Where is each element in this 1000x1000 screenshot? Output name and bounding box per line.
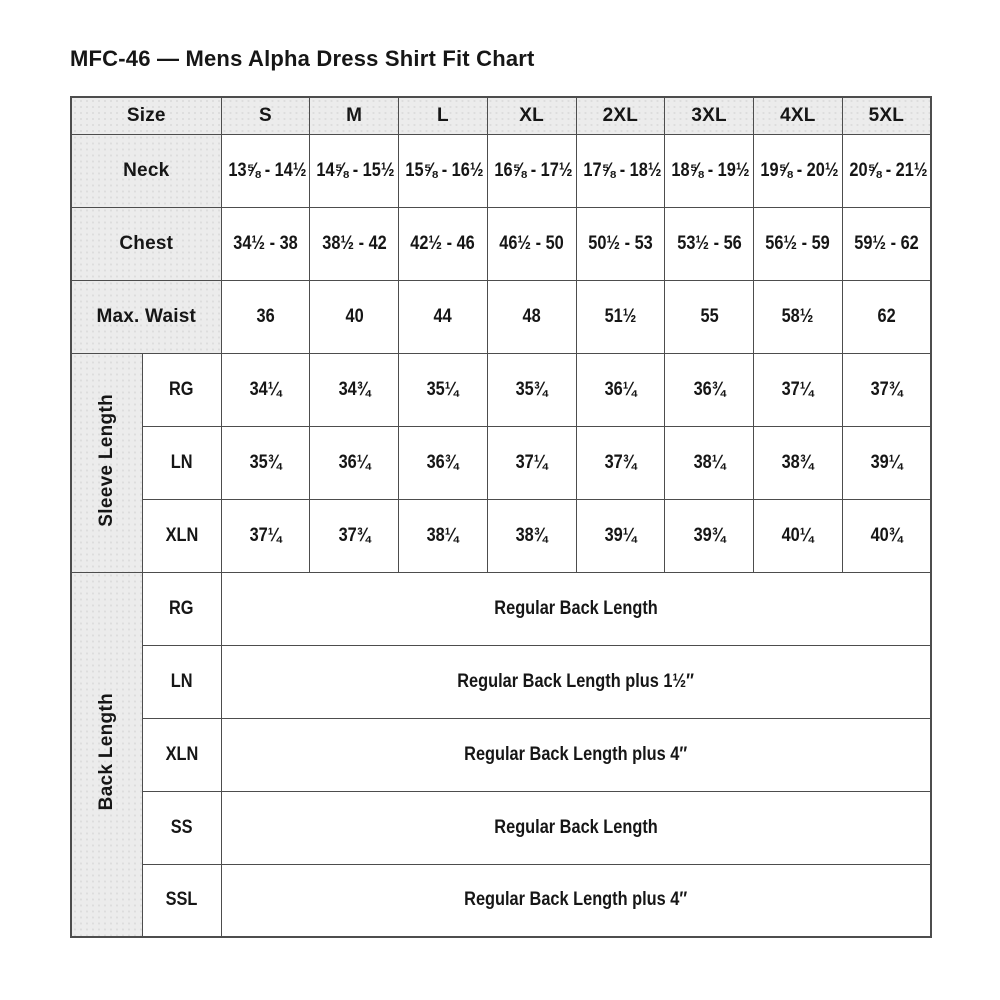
back-xln-text-cell	[221, 718, 931, 791]
sleeve-rg-value: 37¼	[781, 378, 814, 400]
sleeve-rg-value-cell	[842, 353, 931, 426]
waist-value-cell	[754, 280, 843, 353]
neck-value: 19⅝ - 20½	[760, 159, 839, 181]
size-header-xl: XL	[487, 97, 576, 134]
neck-value: 20⅝ - 21½	[849, 159, 928, 181]
waist-value-cell	[487, 280, 576, 353]
sleeve-rg-value: 34¼	[249, 378, 282, 400]
sleeve-rg-code: RG	[169, 378, 194, 400]
back-rg-text: Regular Back Length	[494, 597, 658, 619]
sleeve-xln-row	[71, 499, 931, 572]
max-waist-row-label: Max. Waist	[71, 280, 221, 353]
back-rg-code-cell	[142, 572, 221, 645]
sleeve-ln-value-cell	[487, 426, 576, 499]
sleeve-xln-value-cell	[487, 499, 576, 572]
neck-value-cell	[754, 134, 843, 207]
chest-value: 42½ - 46	[410, 232, 476, 254]
sleeve-ln-value-cell	[665, 426, 754, 499]
sleeve-ln-value: 36¾	[426, 451, 459, 473]
back-ss-code-cell	[142, 791, 221, 864]
waist-value: 55	[700, 305, 719, 327]
size-header-l: L	[399, 97, 488, 134]
chest-value-cell	[576, 207, 665, 280]
waist-value-cell	[842, 280, 931, 353]
chest-value: 53½ - 56	[676, 232, 742, 254]
sleeve-ln-value: 36¼	[338, 451, 371, 473]
sleeve-rg-value-cell	[310, 353, 399, 426]
sleeve-xln-value: 38¾	[515, 524, 548, 546]
sleeve-xln-code-cell	[142, 499, 221, 572]
neck-value: 17⅝ - 18½	[582, 159, 662, 181]
sleeve-rg-value: 35¾	[515, 378, 548, 400]
chest-row-label: Chest	[71, 207, 221, 280]
sleeve-ln-code: LN	[170, 451, 193, 473]
sleeve-length-section-label-cell	[71, 353, 142, 572]
waist-value: 51½	[604, 305, 637, 327]
sleeve-xln-value-cell	[842, 499, 931, 572]
sleeve-xln-value: 37¾	[338, 524, 371, 546]
neck-value: 13⅝ - 14½	[227, 159, 307, 181]
sleeve-ln-value: 37¾	[604, 451, 637, 473]
back-xln-code: XLN	[165, 743, 198, 765]
chest-value-cell	[221, 207, 310, 280]
back-ss-text-cell	[221, 791, 931, 864]
sleeve-ln-value: 38¾	[781, 451, 814, 473]
sleeve-rg-value: 35¼	[426, 378, 459, 400]
waist-value: 58½	[781, 305, 814, 327]
neck-value-cell	[310, 134, 399, 207]
sleeve-rg-value-cell	[221, 353, 310, 426]
neck-value-cell	[665, 134, 754, 207]
sleeve-rg-value: 37¾	[870, 378, 903, 400]
back-ln-text-cell	[221, 645, 931, 718]
waist-value-cell	[310, 280, 399, 353]
sleeve-rg-value-cell	[576, 353, 665, 426]
chest-value: 50½ - 53	[588, 232, 653, 254]
waist-value-cell	[399, 280, 488, 353]
back-xln-row	[71, 718, 931, 791]
sleeve-xln-value-cell	[310, 499, 399, 572]
sleeve-xln-value-cell	[576, 499, 665, 572]
sleeve-length-section-label: Sleeve Length	[95, 393, 117, 527]
sleeve-rg-value-cell	[754, 353, 843, 426]
back-ln-text: Regular Back Length plus 1½″	[457, 670, 695, 692]
chest-value: 59½ - 62	[854, 232, 919, 254]
size-header-m: M	[310, 97, 399, 134]
back-ssl-code-cell	[142, 864, 221, 937]
sleeve-rg-code-cell	[142, 353, 221, 426]
neck-value-cell	[487, 134, 576, 207]
back-rg-text-cell	[221, 572, 931, 645]
neck-row-label: Neck	[71, 134, 221, 207]
chest-row	[71, 207, 931, 280]
neck-value: 14⅝ - 15½	[316, 159, 395, 181]
back-rg-code: RG	[169, 597, 194, 619]
neck-value-cell	[842, 134, 931, 207]
sleeve-rg-value-cell	[665, 353, 754, 426]
page-title: MFC-46 — Mens Alpha Dress Shirt Fit Chart	[70, 46, 535, 71]
chest-value: 46½ - 50	[499, 232, 564, 254]
sleeve-rg-value: 34¾	[338, 378, 371, 400]
chest-value-cell	[665, 207, 754, 280]
sleeve-xln-value: 39¼	[604, 524, 637, 546]
waist-value-cell	[665, 280, 754, 353]
back-xln-text: Regular Back Length plus 4″	[464, 743, 688, 765]
sleeve-xln-value-cell	[665, 499, 754, 572]
sleeve-ln-value-cell	[576, 426, 665, 499]
neck-value: 16⅝ - 17½	[494, 159, 573, 181]
back-ln-code-cell	[142, 645, 221, 718]
sleeve-ln-value-cell	[754, 426, 843, 499]
chest-value-cell	[754, 207, 843, 280]
back-ssl-code: SSL	[165, 889, 198, 911]
back-rg-row	[71, 572, 931, 645]
sleeve-xln-value: 38¼	[426, 524, 459, 546]
neck-value-cell	[221, 134, 310, 207]
sleeve-ln-value: 35¾	[249, 451, 282, 473]
sleeve-ln-value: 37¼	[515, 451, 548, 473]
sleeve-xln-value: 40¼	[781, 524, 814, 546]
neck-value-cell	[576, 134, 665, 207]
chest-value: 38½ - 42	[321, 232, 387, 254]
sleeve-ln-row	[71, 426, 931, 499]
fit-chart-table	[70, 96, 932, 938]
neck-value: 15⅝ - 16½	[405, 159, 484, 181]
size-header-2xl: 2XL	[576, 97, 665, 134]
sleeve-ln-value-cell	[310, 426, 399, 499]
neck-value-cell	[399, 134, 488, 207]
back-ln-row	[71, 645, 931, 718]
sleeve-xln-value-cell	[221, 499, 310, 572]
waist-value: 62	[877, 305, 896, 327]
waist-value: 36	[256, 305, 275, 327]
back-ssl-row	[71, 864, 931, 937]
waist-value-cell	[576, 280, 665, 353]
back-ss-text: Regular Back Length	[494, 816, 658, 838]
sleeve-ln-value-cell	[221, 426, 310, 499]
neck-value: 18⅝ - 19½	[671, 159, 750, 181]
back-xln-code-cell	[142, 718, 221, 791]
back-length-section-label: Back Length	[95, 693, 117, 811]
chest-value-cell	[310, 207, 399, 280]
size-header-3xl: 3XL	[665, 97, 754, 134]
size-header-s: S	[221, 97, 310, 134]
waist-value-cell	[221, 280, 310, 353]
chest-value-cell	[487, 207, 576, 280]
chest-value-cell	[399, 207, 488, 280]
sleeve-xln-code: XLN	[165, 524, 198, 546]
back-ssl-text: Regular Back Length plus 4″	[464, 889, 688, 911]
sleeve-ln-value-cell	[399, 426, 488, 499]
back-ss-code: SS	[170, 816, 193, 838]
waist-value: 40	[345, 305, 364, 327]
sleeve-rg-value-cell	[399, 353, 488, 426]
size-header-4xl: 4XL	[754, 97, 843, 134]
back-ssl-text-cell	[221, 864, 931, 937]
waist-value: 44	[433, 305, 452, 327]
neck-row	[71, 134, 931, 207]
sleeve-rg-value: 36¼	[604, 378, 637, 400]
size-header-5xl: 5XL	[842, 97, 931, 134]
sleeve-ln-value-cell	[842, 426, 931, 499]
sleeve-xln-value-cell	[399, 499, 488, 572]
sleeve-ln-code-cell	[142, 426, 221, 499]
sleeve-rg-row	[71, 353, 931, 426]
sleeve-xln-value: 39¾	[693, 524, 726, 546]
sleeve-ln-value: 38¼	[693, 451, 726, 473]
back-length-section-label-cell	[71, 572, 142, 937]
max-waist-row	[71, 280, 931, 353]
sleeve-ln-value: 39¼	[870, 451, 903, 473]
chest-value: 56½ - 59	[765, 232, 831, 254]
sleeve-xln-value: 40¾	[870, 524, 903, 546]
back-ss-row	[71, 791, 931, 864]
sleeve-xln-value: 37¼	[249, 524, 282, 546]
size-column-header: Size	[71, 97, 221, 134]
sleeve-rg-value-cell	[487, 353, 576, 426]
header-row	[71, 97, 931, 134]
chest-value: 34½ - 38	[233, 232, 298, 254]
chest-value-cell	[842, 207, 931, 280]
back-ln-code: LN	[170, 670, 193, 692]
sleeve-xln-value-cell	[754, 499, 843, 572]
waist-value: 48	[522, 305, 541, 327]
sleeve-rg-value: 36¾	[693, 378, 726, 400]
